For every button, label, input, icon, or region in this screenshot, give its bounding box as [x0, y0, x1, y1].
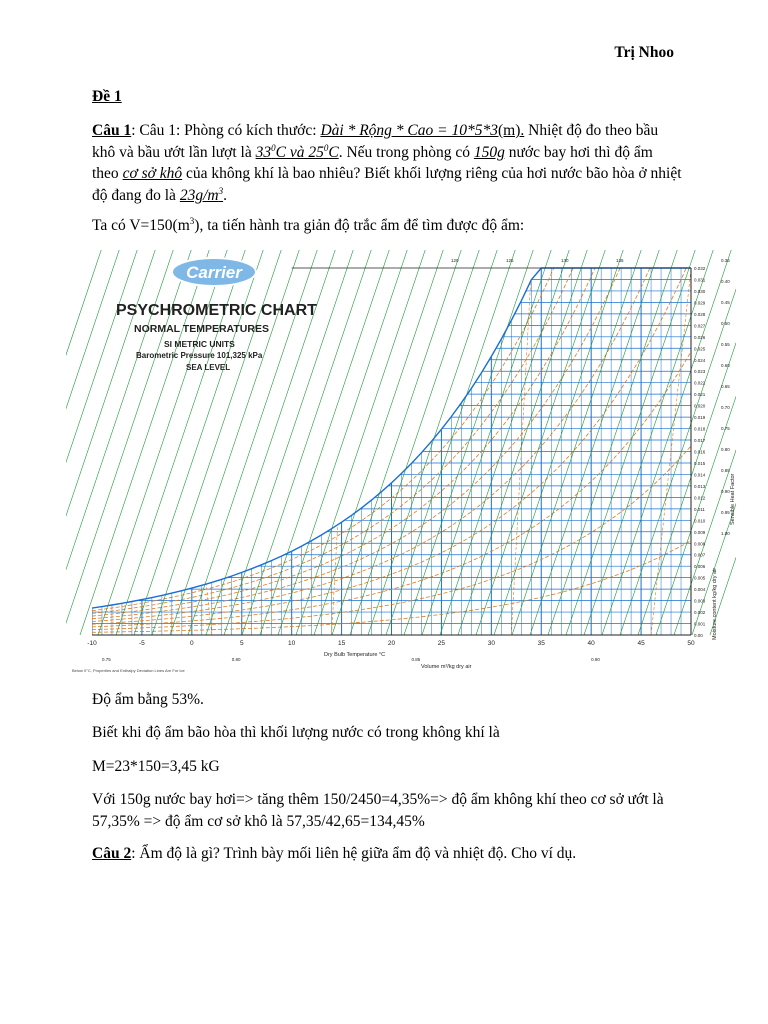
question-1-paragraph: Câu 1: Câu 1: Phòng có kích thước: Dài * Rộng * Cao = 10*5*3(m). Nhiệt độ đo theo bầu khô và bầu ướt lần lượt là $33^0C$ và $25^0C$. Nếu trong phòng có 150g nước bay hơi thì độ ẩm theo cơ sở khô của không khí là bao nhiêu? Biết khối lượng riêng của hơi nước bão hòa ở nhiệt độ đang đo là $23g/m^3$.	[92, 122, 682, 204]
y-tick-label: 0.021	[694, 392, 706, 398]
chart-subtitle-4: SEA LEVEL	[186, 363, 231, 372]
question-2-label: Câu 2	[92, 845, 132, 862]
enthalpy-tick-label: 135	[616, 258, 624, 263]
y-tick-label: 0.017	[694, 438, 706, 444]
y-tick-label: 0.023	[694, 369, 706, 375]
shf-tick-label: 0.90	[721, 489, 730, 494]
shf-tick-label: 0.50	[721, 321, 730, 326]
y-tick-label: 0.030	[694, 288, 706, 294]
y-tick-label: 0.014	[694, 472, 706, 478]
chart-title: PSYCHROMETRIC CHART	[116, 302, 317, 319]
increase-paragraph: Với 150g nước bay hơi=> tăng thêm 150/2450=4,35%=> độ ẩm không khí theo cơ sở ướt là 57,35% => độ ẩm cơ sở khô là 57,35/42,65=134,45%	[92, 791, 664, 830]
y-tick-label: 0.013	[694, 483, 706, 489]
section-title: Đề 1	[92, 88, 122, 105]
volume-tick-label: 0.90	[591, 657, 600, 662]
enthalpy-tick-label: 125	[506, 258, 514, 263]
question-2-paragraph: Câu 2: Ẩm độ là gì? Trình bày mối liên hệ giữa ẩm độ và nhiệt độ. Cho ví dụ.	[92, 845, 577, 862]
water-mass: 150g	[473, 143, 505, 161]
y-tick-label: 0.032	[694, 266, 706, 271]
volume-tick-label: 0.75	[101, 657, 111, 662]
saturation-line: Biết khi độ ẩm bão hòa thì khối lượng nước có trong không khí là	[92, 724, 500, 741]
y-tick-label: 0.018	[694, 426, 706, 432]
y-tick-label: 0.00	[694, 633, 703, 638]
y-tick-label: 0.006	[694, 564, 706, 570]
dry-basis: cơ sở khô	[122, 165, 183, 182]
enthalpy-line	[638, 250, 736, 635]
chart-subtitle-2: SI METRIC UNITS	[164, 339, 235, 349]
shf-tick-label: 1.00	[721, 531, 730, 536]
calculation-line: M=23*150=3,45 kG	[92, 758, 220, 775]
psychrometric-chart	[66, 250, 736, 675]
y-tick-label: 0.027	[694, 323, 706, 329]
x-tick-label: 10	[288, 640, 296, 647]
room-dimensions: Dài * Rộng * Cao = 10*5*3	[320, 122, 498, 139]
x-tick-label: 0	[190, 640, 194, 647]
shf-axis-label: Sensible Heat Factor	[730, 473, 736, 525]
y-tick-label: 0.002	[694, 610, 706, 616]
x-tick-label: 20	[387, 640, 396, 647]
chart-subtitle-1: NORMAL TEMPERATURES	[134, 323, 269, 335]
x-tick-label: -5	[139, 640, 145, 647]
y-tick-label: 0.005	[694, 575, 706, 581]
y-tick-label: 0.012	[694, 495, 706, 501]
enthalpy-line	[620, 250, 736, 635]
enthalpy-tick-label: 130	[561, 258, 569, 263]
x-tick-label: 35	[537, 640, 545, 647]
x-axis-label: Dry Bulb Temperature °C	[324, 652, 386, 658]
author-name: Trị Nhoo	[614, 44, 674, 61]
y-tick-label: 0.031	[694, 277, 706, 283]
y-tick-label: 0.004	[694, 587, 706, 593]
y-tick-label: 0.008	[694, 541, 706, 547]
y-tick-label: 0.019	[694, 415, 706, 421]
question-1-label: Câu 1	[92, 122, 132, 139]
shf-tick-label: 0.80	[721, 447, 730, 452]
carrier-logo-text: Carrier	[186, 263, 242, 282]
y-tick-label: 0.001	[694, 621, 706, 627]
volume-tick-label: 0.80	[231, 657, 241, 662]
result-line: Độ ẩm bằng 53%.	[92, 691, 204, 708]
x-tick-label: 30	[487, 640, 495, 647]
enthalpy-tick-label: 120	[451, 258, 459, 263]
shf-tick-label: 0.75	[721, 426, 730, 431]
shf-tick-label: 0.95	[721, 510, 730, 515]
shf-tick-label: 0.55	[721, 342, 730, 347]
x-tick-label: 50	[687, 640, 695, 647]
y-tick-label: 0.026	[694, 334, 706, 340]
y-tick-label: 0.028	[694, 311, 706, 317]
shf-tick-label: 0.40	[721, 279, 730, 284]
volume-axis-label: Volume m³/kg dry air	[421, 664, 472, 670]
shf-tick-label: 0.65	[721, 384, 730, 389]
y-tick-label: 0.020	[694, 403, 706, 409]
x-tick-label: -10	[87, 640, 97, 647]
shf-tick-label: 0.70	[721, 405, 730, 410]
y-tick-label: 0.007	[694, 552, 706, 558]
x-tick-label: 5	[239, 640, 244, 647]
y-tick-label: 0.029	[694, 300, 706, 306]
y-tick-label: 0.024	[694, 357, 706, 363]
y-tick-label: 0.003	[694, 598, 706, 604]
y-tick-label: 0.022	[694, 380, 706, 386]
temperatures: $33^0C$ và $25^0C$	[255, 142, 339, 161]
chart-header	[116, 258, 317, 372]
y-tick-label: 0.009	[694, 529, 706, 535]
y-tick-label: 0.025	[694, 346, 706, 352]
y-tick-label: 0.011	[694, 506, 705, 512]
enthalpy-line	[66, 250, 122, 635]
x-tick-label: 40	[587, 640, 595, 647]
x-tick-label: 15	[337, 640, 346, 647]
x-tick-label: 45	[637, 640, 645, 647]
y-tick-label: 0.010	[694, 518, 706, 524]
shf-tick-label: 0.85	[721, 468, 730, 473]
x-tick-label: 25	[437, 640, 446, 647]
y-tick-label: 0.015	[694, 460, 706, 466]
chart-subtitle-3: Barometric Pressure 101,325 kPa	[136, 351, 263, 360]
shf-tick-label: 0.36	[721, 258, 730, 263]
volume-paragraph: Ta có $V=150(m^3)$, ta tiến hành tra giản độ trắc ẩm để tìm được độ ẩm:	[92, 215, 525, 234]
shf-tick-label: 0.60	[721, 363, 730, 368]
y-axis-label: Moisture content kg/kg dry air	[712, 567, 718, 640]
vapor-density: $23g/m^3$	[179, 185, 224, 204]
chart-footnote: Below 0°C, Properties and Enthalpy Deviation Lines Are For Ice	[72, 668, 185, 673]
y-tick-label: 0.016	[694, 449, 706, 455]
shf-tick-label: 0.45	[721, 300, 730, 305]
volume-tick-label: 0.85	[411, 657, 421, 662]
